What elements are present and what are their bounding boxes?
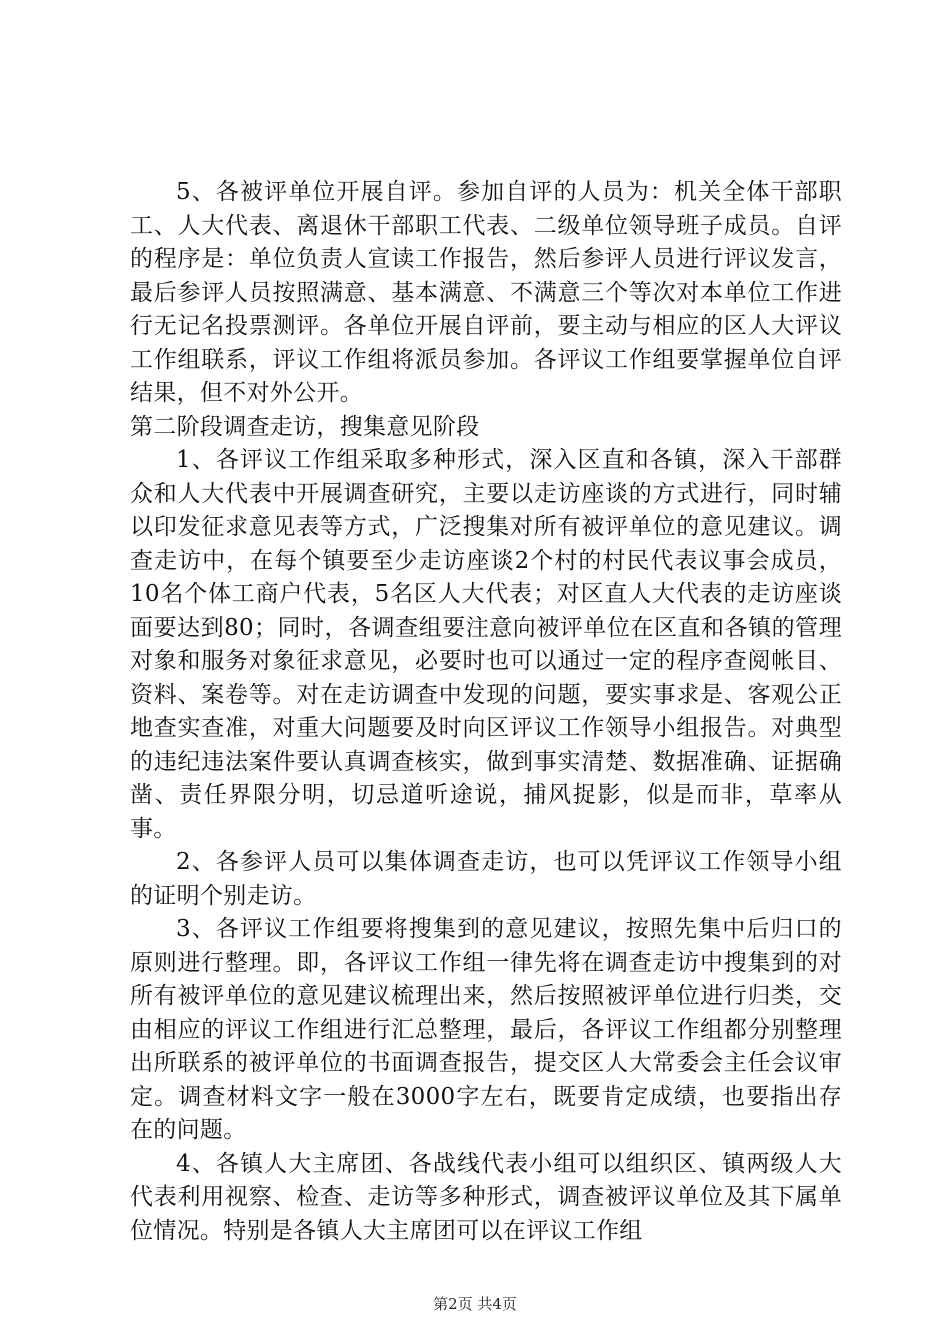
- page-footer: 第2页 共4页: [433, 1295, 517, 1313]
- document-body: [130, 176, 842, 1248]
- paragraph-item-2: 2、各参评人员可以集体调查走访，也可以凭评议工作领导小组的证明个别走访。: [130, 849, 842, 909]
- paragraph-item-3: 3、各评议工作组要将搜集到的意见建议，按照先集中后归口的原则进行整理。即，各评议工作组一律先将在调查走访中搜集到的对所有被评单位的意见建议梳理出来，然后按照被评单位进行归类，交由相应的评议工作组进行汇总整理，最后，各评议工作组都分别整理出所联系的被评单位的书面调查报告，提交区人大常委会主任会议审定。调查材料文字一般在3000字左右，既要肯定成绩，也要指出存在的问题。: [130, 916, 842, 1143]
- paragraph-item-4: 4、各镇人大主席团、各战线代表小组可以组织区、镇两级人大代表利用视察、检查、走访等多种形式，调查被评议单位及其下属单位情况。特别是各镇人大主席团可以在评议工作组: [130, 1150, 842, 1244]
- paragraph-item-1: 1、各评议工作组采取多种形式，深入区直和各镇，深入干部群众和人大代表中开展调查研究，主要以走访座谈的方式进行，同时辅以印发征求意见表等方式，广泛搜集对所有被评单位的意见建议。调查走访中，在每个镇要至少走访座谈2个村的村民代表议事会成员，10名个体工商户代表，5名区人大代表；对区直人大代表的走访座谈面要达到80；同时，各调查组要注意向被评单位在区直和各镇的管理对象和服务对象征求意见，必要时也可以通过一定的程序查阅帐目、资料、案卷等。对在走访调查中发现的问题，要实事求是、客观公正地查实查准，对重大问题要及时向区评议工作领导小组报告。对典型的违纪违法案件要认真调查核实，做到事实清楚、数据准确、证据确凿、责任界限分明，切忌道听途说，捕风捉影，似是而非，草率从事。: [130, 447, 842, 842]
- stage-heading: 第二阶段调查走访，搜集意见阶段: [130, 413, 480, 440]
- paragraph-item-5: 5、各被评单位开展自评。参加自评的人员为：机关全体干部职工、人大代表、离退休干部职工代表、二级单位领导班子成员。自评的程序是：单位负责人宣读工作报告，然后参评人员进行评议发言，最后参评人员按照满意、基本满意、不满意三个等次对本单位工作进行无记名投票测评。各单位开展自评前，要主动与相应的区人大评议工作组联系，评议工作组将派员参加。各评议工作组要掌握单位自评结果，但不对外公开。: [130, 179, 842, 406]
